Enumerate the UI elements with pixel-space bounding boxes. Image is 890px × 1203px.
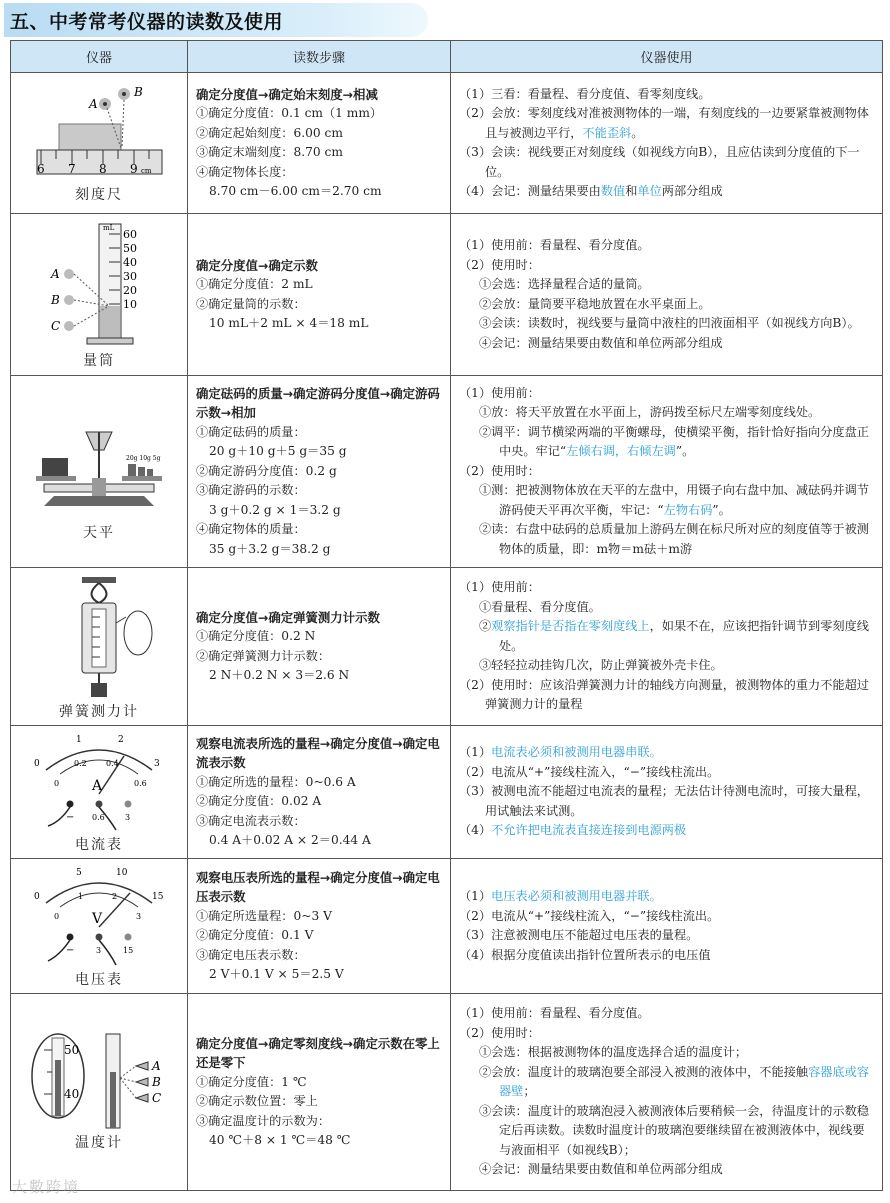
- cylinder-step-2: ②确定量筒的示数：: [196, 296, 306, 311]
- voltmeter-usage-3: （3）注意被测电压不能超过电压表的量程。: [459, 928, 699, 942]
- ruler-tick-6: 6: [37, 162, 45, 176]
- spring-hanger: [82, 577, 116, 583]
- spring-step-1: ①确定分度值：0.2 N: [196, 629, 316, 643]
- voltmeter-usage-1-num: （1）: [459, 889, 492, 903]
- ammeter-step-1: ①确定所选的量程：0~0.6 A: [196, 774, 356, 789]
- table-row-spring: [11, 568, 883, 726]
- ammeter-letter: A: [92, 778, 103, 794]
- voltmeter-steps: [188, 859, 451, 994]
- ammeter-usage-4: [459, 821, 876, 841]
- voltmeter-outer-0: 0: [34, 892, 40, 902]
- ruler-illustration: [29, 82, 169, 182]
- voltmeter-usage-4: （4）根据分度值读出指针位置所表示的电压值: [459, 947, 711, 962]
- eye-c-icon: [136, 1094, 148, 1102]
- voltmeter-step-head: 观察电压表所选的量程→确定分度值→确定电压表示数: [196, 869, 440, 904]
- cylinder-tick-10: 10: [123, 297, 137, 311]
- cylinder-base: [87, 338, 133, 344]
- header-usage: 仪器使用: [451, 41, 883, 73]
- ammeter-inner-04: 0.4: [106, 759, 119, 768]
- cylinder-unit: mL: [103, 223, 115, 232]
- ruler-tick-7: 7: [68, 162, 76, 176]
- voltmeter-inner-0: 0: [54, 912, 60, 921]
- ammeter-inner-02: 0.2: [74, 759, 87, 768]
- balance-usage: [451, 376, 883, 568]
- ammeter-usage-1: [459, 743, 876, 763]
- eye-a-icon: [64, 269, 74, 279]
- ammeter-outer-0: 0: [34, 759, 40, 769]
- thermometer-usage-5: ③会读：温度计的玻璃泡浸入被测液体后要稍候一会，待温度计的示数稳定后再读数。读数时温度计的玻璃泡要继续留在被测液体中，视线要与液面相平（如视线B）；: [479, 1103, 869, 1157]
- spring-usage-2: ①看量程、看分度值。: [479, 599, 601, 614]
- header-steps: 读数步骤: [188, 41, 451, 73]
- ruler-cell: [11, 73, 188, 214]
- balance-usage-3-text: ②调平：调节横梁两端的平衡螺母，使横梁平衡，指针恰好指向分度盘正中央。牢记“: [479, 424, 869, 459]
- voltmeter-term-label-15: 15: [123, 946, 134, 955]
- weight-20g: [128, 464, 136, 476]
- spring-hook-top: [92, 583, 107, 603]
- ammeter-usage-1-highlight: 电流表必须和被测用电器串联。: [491, 745, 662, 760]
- spring-usage-3-highlight: 观察指针是否指在零刻度线上: [491, 619, 650, 634]
- cylinder-step-head: 确定分度值→确定示数: [196, 257, 318, 273]
- view-label-c: C: [51, 318, 61, 333]
- balance-cell: [11, 376, 188, 568]
- cylinder-usage-2: （2）使用时：: [459, 257, 540, 272]
- cylinder-tick-30: 30: [123, 269, 137, 283]
- voltmeter-terminal-3: [96, 934, 103, 941]
- balance-step-4: ④确定物体的质量：: [196, 522, 306, 537]
- eye-a-icon: [99, 98, 111, 110]
- balance-usage-4: （2）使用时：: [459, 463, 540, 478]
- ammeter-inner-0: 0: [54, 779, 60, 788]
- spring-usage-1: （1）使用前：: [459, 580, 540, 595]
- thermometer-usage-6: ④会记：测量结果要由数值和单位两部分组成: [479, 1162, 723, 1177]
- ruler-usage-4-and: 和: [625, 184, 638, 198]
- header-instrument: 仪器: [11, 41, 188, 73]
- instrument-name-balance: 天平: [83, 524, 115, 541]
- weight-5g: [147, 469, 153, 476]
- thermometer-usage-3: ①会选：根据被测物体的温度选择合适的温度计；: [479, 1045, 748, 1060]
- balance-illustration: [24, 402, 174, 520]
- balance-usage-5: [459, 481, 876, 520]
- thermometer-usage: [451, 994, 883, 1191]
- balance-step-head: 确定砝码的质量→确定游码分度值→确定游码示数→相加: [196, 385, 440, 421]
- section-title: 五、中考常考仪器的读数及使用: [10, 11, 284, 33]
- voltmeter-step-calc: 2 V＋0.1 V × 5＝2.5 V: [209, 967, 344, 981]
- view-label-a: A: [152, 1059, 161, 1073]
- ruler-tick-9: 9: [130, 162, 138, 176]
- cylinder-usage-1: （1）使用前：看量程、看分度值。: [459, 238, 650, 252]
- ammeter-usage: [451, 726, 883, 859]
- ruler-usage-2-text: （2）会放：零刻度线对准被测物体的一端，有刻度线的一边要紧靠被测物体且与被测边平行，: [459, 106, 869, 140]
- view-label-a: A: [51, 266, 60, 281]
- eye-b-icon: [118, 88, 130, 100]
- ammeter-step-head: 观察电流表所选的量程→确定分度值→确定电流表示数: [196, 735, 440, 770]
- thermometer-step-2: ②确定示数位置：零上: [196, 1094, 318, 1108]
- instrument-name-spring: 弹簧测力计: [59, 703, 139, 720]
- balance-usage-5-highlight: 左物右码: [663, 502, 713, 517]
- spring-usage-3: [459, 617, 876, 656]
- weight-10g: [138, 467, 145, 476]
- balance-step-3-calc: 3 g＋0.2 g × 1＝3.2 g: [209, 502, 341, 517]
- instrument-name-ammeter: 电流表: [75, 837, 123, 853]
- balance-column: [92, 478, 106, 498]
- eye-b-icon: [64, 295, 74, 305]
- spring-usage-3-text: ，如果不在，应该把指针调节到零刻度线处。: [499, 619, 869, 653]
- ruler-step-3: ③确定末端刻度：8.70 cm: [196, 145, 343, 159]
- ammeter-usage-4-highlight: 不允许把电流表直接连接到电源两极: [491, 823, 687, 838]
- ruler-usage-4-hl-unit: 单位: [637, 184, 662, 198]
- cylinder-usage-5: ③会读：读数时，视线要与量筒中液柱的凹液面相平（如视线方向B）。: [479, 316, 860, 330]
- balance-left-pan: [36, 476, 76, 481]
- voltmeter-step-3: ③确定电压表示数：: [196, 947, 306, 962]
- voltmeter-step-1: ①确定所选量程：0~3 V: [196, 908, 332, 923]
- eye-c-icon: [64, 321, 74, 331]
- voltmeter-outer-15: 15: [152, 892, 164, 902]
- ruler-usage-4: [459, 182, 876, 202]
- voltmeter-terminal-15: [125, 934, 132, 941]
- table-row-balance: [11, 376, 883, 568]
- ammeter-terminal-neg: [67, 801, 74, 808]
- thermometer-illustration: [24, 1032, 174, 1130]
- balance-step-1-calc: 20 g＋10 g＋5 g＝35 g: [209, 444, 347, 459]
- thermometer-tick-40: 40: [64, 1087, 80, 1101]
- thermometer-usage-2: （2）使用时：: [459, 1025, 540, 1040]
- voltmeter-outer-5: 5: [76, 868, 82, 878]
- table-row-thermometer: [11, 994, 883, 1191]
- eye-a-icon: [136, 1062, 148, 1070]
- ruler-step-2: ②确定起始刻度：6.00 cm: [196, 125, 343, 140]
- voltmeter-letter: V: [92, 911, 103, 927]
- spring-step-calc: 2 N＋0.2 N × 3＝2.6 N: [209, 668, 350, 682]
- ammeter-term-label-3: 3: [125, 813, 131, 822]
- thermometer-step-3: ③确定温度计的示数为：: [196, 1113, 331, 1128]
- spring-usage-5: （2）使用时：应该沿弹簧测力计的轴线方向测量，被测物体的重力不能超过弹簧测力计的量程: [459, 677, 869, 712]
- ammeter-steps: [188, 726, 451, 859]
- instrument-name-cylinder: 量筒: [83, 352, 115, 369]
- voltmeter-cell: [11, 859, 188, 994]
- spring-illustration: [34, 573, 164, 699]
- thermometer-usage-1: （1）使用前：看量程、看分度值。: [459, 1006, 650, 1021]
- balance-step-3: ③确定游码的示数：: [196, 483, 306, 498]
- ammeter-inner-06: 0.6: [134, 779, 147, 788]
- cylinder-tick-20: 20: [123, 283, 137, 297]
- thermometer-steps: [188, 994, 451, 1191]
- voltmeter-wire-2: [99, 940, 116, 965]
- table-row-cylinder: [11, 214, 883, 376]
- thermometer-usage-4: [459, 1063, 876, 1102]
- table-row-ammeter: [11, 726, 883, 859]
- ammeter-terminal-3: [125, 801, 132, 808]
- section-title-bar: [4, 3, 428, 37]
- voltmeter-term-label-3: 3: [96, 946, 102, 955]
- ammeter-outer-1: 1: [76, 735, 82, 745]
- watermark: 大數跨境: [12, 1178, 81, 1196]
- voltmeter-inner-1: 1: [78, 892, 84, 901]
- voltmeter-step-2: ②确定分度值：0.1 V: [196, 928, 314, 942]
- cylinder-tick-60: 60: [123, 227, 137, 241]
- ruler-usage-2-highlight: 不能歪斜: [582, 125, 632, 140]
- ammeter-cell: [11, 726, 188, 859]
- cylinder-liquid: [100, 306, 120, 339]
- ruler-usage-1: （1）三看：看量程、看分度值、看零刻度线。: [459, 86, 711, 101]
- ruler-usage: [451, 73, 883, 214]
- cylinder-steps: [188, 214, 451, 376]
- balance-step-2: ②确定游码分度值：0.2 g: [196, 463, 337, 478]
- thermometer-step-head: 确定分度值→确定零刻度线→确定示数在零上还是零下: [196, 1035, 440, 1070]
- balance-object: [42, 458, 68, 476]
- ammeter-usage-4-num: （4）: [459, 823, 492, 838]
- table-header-row: [11, 41, 883, 73]
- view-label-b: B: [51, 292, 60, 307]
- ammeter-step-calc: 0.4 A＋0.02 A × 2＝0.44 A: [209, 833, 371, 847]
- ruler-tick-8: 8: [99, 162, 107, 176]
- spring-step-2: ②确定弹簧测力计示数：: [196, 648, 331, 663]
- voltmeter-term-label-neg: −: [66, 945, 75, 956]
- table-row-ruler: [11, 73, 883, 214]
- ammeter-terminal-06: [96, 801, 103, 808]
- ruler-usage-3: （3）会读：视线要正对刻度线（如视线方向B），且应估读到分度值的下一位。: [459, 145, 860, 179]
- voltmeter-inner-2: 2: [112, 892, 118, 901]
- weights-label: 20g 10g 5g: [126, 454, 161, 462]
- view-label-a: A: [89, 97, 98, 111]
- thermometer-usage-4-end: ；: [523, 1084, 536, 1099]
- spring-steps: [188, 568, 451, 726]
- balance-usage-2: ①放：将天平放置在水平面上，游码拨至标尺左端零刻度线处。: [479, 405, 821, 420]
- ruler-usage-2: [459, 104, 876, 143]
- instrument-name-ruler: 刻度尺: [75, 187, 123, 203]
- spring-zoom-view: [124, 611, 152, 655]
- ammeter-usage-1-num: （1）: [459, 745, 492, 760]
- ruler-step-head: 确定分度值→确定始末刻度→相减: [196, 86, 378, 102]
- spring-weight: [91, 683, 107, 697]
- voltmeter-terminal-neg: [67, 934, 74, 941]
- spring-usage-3-num: ②: [479, 619, 492, 634]
- balance-usage-5-text: ①测：把被测物体放在天平的左盘中，用镊子向右盘中加、减砝码并调节游码使天平再次平衡，牢记：“: [479, 483, 869, 517]
- balance-usage-3: [459, 423, 876, 462]
- thermometer-step-1: ①确定分度值：1 ℃: [196, 1074, 307, 1089]
- ruler-steps: [188, 73, 451, 214]
- view-label-c: C: [152, 1091, 162, 1105]
- voltmeter-usage-2: （2）电流从“+”接线柱流入，“−”接线柱流出。: [459, 908, 720, 923]
- balance-step-1: ①确定砝码的质量：: [196, 424, 306, 439]
- thermometer-usage-4-highlight: 容器底或容器壁: [499, 1064, 869, 1099]
- ammeter-usage-2: （2）电流从“+”接线柱流入，“−”接线柱流出。: [459, 764, 720, 779]
- instrument-name-thermometer: 温度计: [75, 1135, 123, 1151]
- voltmeter-illustration: [24, 863, 174, 967]
- voltmeter-inner-3: 3: [136, 912, 142, 921]
- thermometer-zoom-liquid: [55, 1060, 61, 1116]
- spring-usage-4: ③轻轻拉动挂钩几次，防止弹簧被外壳卡住。: [479, 658, 723, 673]
- ruler-unit: cm: [141, 167, 152, 175]
- ruler-step-calc: 8.70 cm－6.00 cm＝2.70 cm: [209, 184, 382, 198]
- ruler-usage-4-end: 两部分组成: [661, 184, 723, 198]
- balance-usage-3-end: ”。: [675, 444, 695, 459]
- ruler-usage-4-text: （4）会记：测量结果要由: [459, 184, 601, 198]
- voltmeter-outer-10: 10: [116, 868, 128, 878]
- cylinder-usage-6: ④会记：测量结果要由数值和单位两部分组成: [479, 335, 723, 350]
- ammeter-outer-2: 2: [118, 735, 124, 745]
- thermometer-cell: [11, 994, 188, 1191]
- ammeter-usage-3: （3）被测电流不能超过电流表的量程；无法估计待测电流时，可接大量程，用试触法来试测。: [459, 784, 869, 818]
- cylinder-cell: [11, 214, 188, 376]
- view-label-b: B: [152, 1075, 161, 1089]
- cylinder-tick-40: 40: [123, 255, 137, 269]
- balance-steps: [188, 376, 451, 568]
- voltmeter-usage: [451, 859, 883, 994]
- balance-right-pan: [122, 476, 162, 481]
- thermometer-tick-50: 50: [64, 1043, 80, 1057]
- voltmeter-inner-arc: [60, 893, 138, 907]
- cylinder-step-1: ①确定分度值：2 mL: [196, 277, 313, 291]
- thermometer-step-calc: 40 ℃＋8 × 1 ℃＝48 ℃: [209, 1133, 351, 1147]
- spring-scale-window: [92, 609, 106, 667]
- ruler-step-1: ①确定分度值：0.1 cm（1 mm）: [196, 106, 383, 120]
- ammeter-term-label-06: 0.6: [92, 813, 105, 822]
- balance-usage-1: （1）使用前：: [459, 385, 540, 400]
- instrument-table: [10, 40, 883, 1191]
- ruler-usage-4-hl-value: 数值: [600, 184, 626, 198]
- cylinder-illustration: [29, 220, 169, 348]
- ammeter-step-2: ②确定分度值：0.02 A: [196, 794, 322, 808]
- cylinder-usage: [451, 214, 883, 376]
- ammeter-illustration: [24, 730, 174, 832]
- balance-usage-6: ②读：右盘中砝码的总质量加上游码左侧在标尺所对应的刻度值等于被测物体的质量，即：m物＝m砝＋m游: [479, 522, 869, 556]
- balance-usage-3-highlight: 左倾右调，右倾左调: [566, 444, 676, 459]
- ammeter-outer-3: 3: [154, 759, 160, 769]
- voltmeter-usage-1: [459, 887, 876, 907]
- ammeter-term-label-neg: −: [66, 812, 75, 823]
- view-label-b: B: [134, 85, 143, 99]
- balance-usage-5-end: ”。: [712, 502, 731, 517]
- voltmeter-usage-1-highlight: 电压表必须和被测用电器并联。: [491, 889, 662, 903]
- ammeter-step-3: ③确定电流表示数：: [196, 813, 306, 828]
- thermometer-liquid: [110, 1072, 116, 1128]
- ruler-step-4: ④确定物体长度：: [196, 164, 294, 179]
- ruler-usage-2-end: 。: [631, 125, 644, 140]
- cylinder-tick-50: 50: [123, 241, 137, 255]
- balance-step-4-calc: 35 g＋3.2 g＝38.2 g: [209, 541, 331, 556]
- balance-base: [44, 496, 154, 506]
- cylinder-usage-4: ②会放：量筒要平稳地放置在水平桌面上。: [479, 296, 711, 311]
- spring-step-head: 确定分度值→确定弹簧测力计示数: [196, 609, 380, 625]
- instrument-name-voltmeter: 电压表: [75, 972, 123, 988]
- cylinder-step-calc: 10 mL＋2 mL × 4＝18 mL: [209, 316, 369, 330]
- table-row-voltmeter: [11, 859, 883, 994]
- ruler-object: [59, 124, 121, 150]
- spring-cell: [11, 568, 188, 726]
- cylinder-usage-3: ①会选：选择量程合适的量筒。: [479, 277, 650, 291]
- eye-b-icon: [136, 1078, 148, 1086]
- ammeter-inner-arc: [60, 760, 138, 774]
- thermometer-usage-4-text: ②会放：温度计的玻璃泡要全部浸入被测的液体中，不能接触: [479, 1064, 809, 1079]
- spring-usage: [451, 568, 883, 726]
